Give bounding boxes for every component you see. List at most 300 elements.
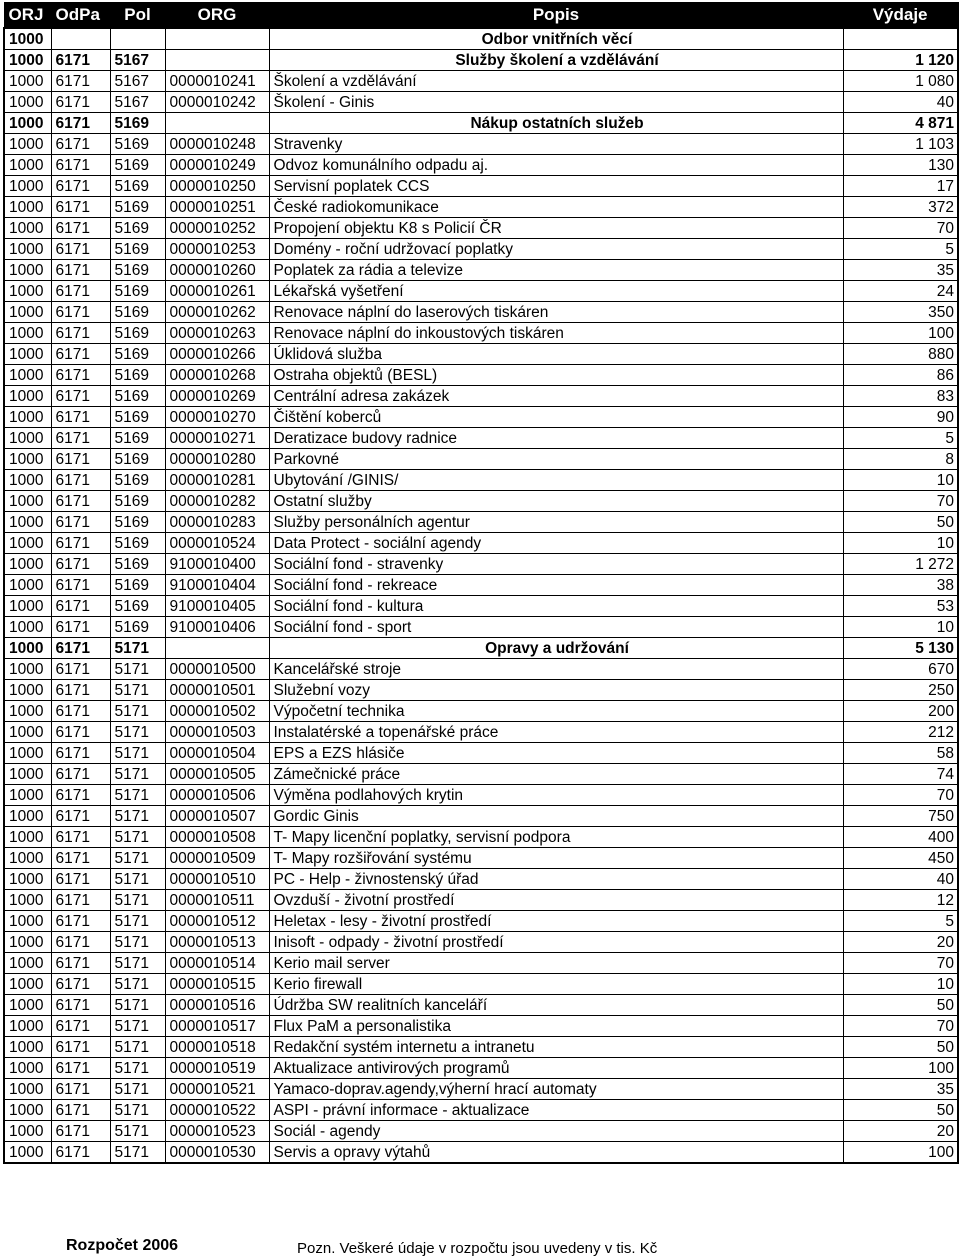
- cell-orj: 1000: [4, 1037, 51, 1058]
- cell-vydaje: 400: [843, 827, 958, 848]
- cell-vydaje: 83: [843, 386, 958, 407]
- cell-orj: 1000: [4, 365, 51, 386]
- table-row: [4, 1100, 958, 1121]
- cell-org: 0000010513: [165, 932, 269, 953]
- cell-vydaje: 35: [843, 1079, 958, 1100]
- table-row: [4, 176, 958, 197]
- table-row: [4, 1037, 958, 1058]
- cell-vydaje: 70: [843, 953, 958, 974]
- cell-vydaje: 1 103: [843, 134, 958, 155]
- cell-popis: Ostatní služby: [269, 491, 843, 512]
- budget-table: [3, 2, 959, 1164]
- cell-odpa: 6171: [51, 50, 110, 71]
- cell-org: 0000010242: [165, 92, 269, 113]
- table-row: [4, 827, 958, 848]
- cell-orj: 1000: [4, 449, 51, 470]
- table-row: [4, 344, 958, 365]
- cell-popis: T- Mapy licenční poplatky, servisní podpora: [269, 827, 843, 848]
- footer-budget-title: Rozpočet 2006: [66, 1237, 179, 1254]
- table-row: [4, 365, 958, 386]
- cell-vydaje: 1 120: [843, 50, 958, 71]
- table-row: [4, 491, 958, 512]
- table-row: [4, 386, 958, 407]
- table-row: [4, 1121, 958, 1142]
- cell-vydaje: 100: [843, 1058, 958, 1079]
- cell-orj: 1000: [4, 50, 51, 71]
- cell-vydaje: 74: [843, 764, 958, 785]
- cell-odpa: 6171: [51, 1079, 110, 1100]
- cell-org: 0000010511: [165, 890, 269, 911]
- cell-odpa: 6171: [51, 659, 110, 680]
- cell-popis: Domény - roční udržovací poplatky: [269, 239, 843, 260]
- cell-orj: 1000: [4, 1058, 51, 1079]
- cell-orj: 1000: [4, 71, 51, 92]
- cell-orj: 1000: [4, 113, 51, 134]
- cell-pol: 5171: [110, 869, 165, 890]
- cell-org: 0000010269: [165, 386, 269, 407]
- cell-pol: 5171: [110, 1058, 165, 1079]
- cell-org: 0000010523: [165, 1121, 269, 1142]
- cell-org: 0000010260: [165, 260, 269, 281]
- cell-odpa: 6171: [51, 491, 110, 512]
- cell-odpa: 6171: [51, 785, 110, 806]
- cell-popis: Výměna podlahových krytin: [269, 785, 843, 806]
- cell-orj: 1000: [4, 869, 51, 890]
- cell-pol: 5171: [110, 827, 165, 848]
- cell-vydaje: 8: [843, 449, 958, 470]
- table-row: [4, 869, 958, 890]
- table-row: [4, 134, 958, 155]
- cell-vydaje: 58: [843, 743, 958, 764]
- cell-odpa: 6171: [51, 932, 110, 953]
- cell-odpa: 6171: [51, 1121, 110, 1142]
- cell-vydaje: [843, 28, 958, 50]
- cell-vydaje: 70: [843, 491, 958, 512]
- cell-pol: 5171: [110, 911, 165, 932]
- table-row: [4, 281, 958, 302]
- cell-vydaje: 12: [843, 890, 958, 911]
- cell-popis: Renovace náplní do laserových tiskáren: [269, 302, 843, 323]
- cell-org: 0000010248: [165, 134, 269, 155]
- cell-vydaje: 5 130: [843, 638, 958, 659]
- cell-org: 0000010507: [165, 806, 269, 827]
- cell-orj: 1000: [4, 617, 51, 638]
- cell-vydaje: 17: [843, 176, 958, 197]
- cell-odpa: 6171: [51, 218, 110, 239]
- cell-org: 0000010503: [165, 722, 269, 743]
- cell-popis: Gordic Ginis: [269, 806, 843, 827]
- table-row: [4, 1058, 958, 1079]
- cell-vydaje: 10: [843, 617, 958, 638]
- cell-vydaje: 20: [843, 1121, 958, 1142]
- cell-vydaje: 880: [843, 344, 958, 365]
- cell-pol: 5171: [110, 701, 165, 722]
- cell-orj: 1000: [4, 932, 51, 953]
- cell-pol: 5169: [110, 533, 165, 554]
- cell-odpa: 6171: [51, 260, 110, 281]
- cell-popis: Sociální fond - sport: [269, 617, 843, 638]
- cell-popis: Propojení objektu K8 s Policií ČR: [269, 218, 843, 239]
- cell-pol: 5169: [110, 449, 165, 470]
- cell-pol: 5169: [110, 617, 165, 638]
- cell-org: 9100010406: [165, 617, 269, 638]
- cell-popis: Údržba SW realitních kanceláří: [269, 995, 843, 1016]
- table-row: [4, 806, 958, 827]
- cell-orj: 1000: [4, 281, 51, 302]
- table-row: [4, 239, 958, 260]
- cell-pol: 5169: [110, 470, 165, 491]
- cell-vydaje: 350: [843, 302, 958, 323]
- cell-pol: 5171: [110, 1121, 165, 1142]
- cell-pol: 5171: [110, 680, 165, 701]
- table-row: [4, 197, 958, 218]
- cell-pol: 5171: [110, 953, 165, 974]
- cell-orj: 1000: [4, 407, 51, 428]
- cell-org: 0000010250: [165, 176, 269, 197]
- cell-vydaje: 5: [843, 428, 958, 449]
- cell-orj: 1000: [4, 1100, 51, 1121]
- cell-orj: 1000: [4, 764, 51, 785]
- cell-pol: 5169: [110, 281, 165, 302]
- cell-odpa: 6171: [51, 323, 110, 344]
- header-vydaje: Výdaje: [843, 3, 958, 29]
- cell-org: 0000010509: [165, 848, 269, 869]
- cell-org: 0000010524: [165, 533, 269, 554]
- cell-org: 0000010253: [165, 239, 269, 260]
- cell-pol: 5171: [110, 806, 165, 827]
- cell-popis: Nákup ostatních služeb: [269, 113, 843, 134]
- cell-pol: 5169: [110, 491, 165, 512]
- cell-pol: 5171: [110, 1037, 165, 1058]
- cell-popis: Deratizace budovy radnice: [269, 428, 843, 449]
- cell-org: 0000010516: [165, 995, 269, 1016]
- cell-pol: 5167: [110, 92, 165, 113]
- cell-org: 0000010506: [165, 785, 269, 806]
- cell-orj: 1000: [4, 239, 51, 260]
- cell-popis: Kerio mail server: [269, 953, 843, 974]
- cell-pol: 5169: [110, 113, 165, 134]
- table-row: [4, 1079, 958, 1100]
- table-row: [4, 701, 958, 722]
- cell-pol: 5169: [110, 554, 165, 575]
- cell-org: 0000010519: [165, 1058, 269, 1079]
- section-row: [4, 28, 958, 50]
- cell-popis: Výpočetní technika: [269, 701, 843, 722]
- cell-pol: 5171: [110, 1142, 165, 1164]
- cell-popis: Sociální fond - kultura: [269, 596, 843, 617]
- cell-vydaje: 130: [843, 155, 958, 176]
- cell-odpa: 6171: [51, 512, 110, 533]
- cell-org: 0000010530: [165, 1142, 269, 1164]
- cell-orj: 1000: [4, 911, 51, 932]
- cell-popis: Heletax - lesy - životní prostředí: [269, 911, 843, 932]
- table-row: [4, 323, 958, 344]
- cell-orj: 1000: [4, 659, 51, 680]
- cell-orj: 1000: [4, 701, 51, 722]
- cell-popis: Ostraha objektů (BESL): [269, 365, 843, 386]
- cell-odpa: 6171: [51, 848, 110, 869]
- cell-orj: 1000: [4, 638, 51, 659]
- cell-org: 9100010404: [165, 575, 269, 596]
- cell-popis: Servis a opravy výtahů: [269, 1142, 843, 1164]
- cell-odpa: 6171: [51, 953, 110, 974]
- cell-popis: Čištění koberců: [269, 407, 843, 428]
- cell-org: 0000010522: [165, 1100, 269, 1121]
- table-row: [4, 1142, 958, 1164]
- cell-pol: 5167: [110, 50, 165, 71]
- cell-orj: 1000: [4, 890, 51, 911]
- cell-orj: 1000: [4, 743, 51, 764]
- cell-orj: 1000: [4, 680, 51, 701]
- cell-org: [165, 113, 269, 134]
- cell-popis: PC - Help - živnostenský úřad: [269, 869, 843, 890]
- cell-popis: Lékařská vyšetření: [269, 281, 843, 302]
- cell-pol: 5171: [110, 890, 165, 911]
- table-row: [4, 428, 958, 449]
- cell-popis: Kancelářské stroje: [269, 659, 843, 680]
- cell-pol: 5169: [110, 197, 165, 218]
- cell-pol: 5169: [110, 176, 165, 197]
- cell-pol: 5171: [110, 722, 165, 743]
- table-row: [4, 71, 958, 92]
- cell-vydaje: 670: [843, 659, 958, 680]
- cell-odpa: 6171: [51, 239, 110, 260]
- cell-odpa: 6171: [51, 911, 110, 932]
- cell-orj: 1000: [4, 953, 51, 974]
- cell-popis: Renovace náplní do inkoustových tiskáren: [269, 323, 843, 344]
- cell-orj: 1000: [4, 197, 51, 218]
- cell-odpa: 6171: [51, 1058, 110, 1079]
- cell-orj: 1000: [4, 512, 51, 533]
- cell-popis: ASPI - právní informace - aktualizace: [269, 1100, 843, 1121]
- cell-orj: 1000: [4, 28, 51, 50]
- cell-pol: 5171: [110, 743, 165, 764]
- cell-popis: České radiokomunikace: [269, 197, 843, 218]
- cell-orj: 1000: [4, 386, 51, 407]
- cell-odpa: 6171: [51, 596, 110, 617]
- table-row: [4, 575, 958, 596]
- cell-pol: 5169: [110, 260, 165, 281]
- cell-vydaje: 212: [843, 722, 958, 743]
- cell-popis: EPS a EZS hlásiče: [269, 743, 843, 764]
- cell-odpa: 6171: [51, 134, 110, 155]
- cell-vydaje: 70: [843, 218, 958, 239]
- table-header: [4, 3, 958, 29]
- cell-orj: 1000: [4, 806, 51, 827]
- cell-orj: 1000: [4, 218, 51, 239]
- cell-org: 0000010501: [165, 680, 269, 701]
- cell-vydaje: 40: [843, 92, 958, 113]
- cell-popis: Opravy a udržování: [269, 638, 843, 659]
- cell-popis: Odbor vnitřních věcí: [269, 28, 843, 50]
- cell-org: 0000010282: [165, 491, 269, 512]
- cell-orj: 1000: [4, 155, 51, 176]
- cell-odpa: 6171: [51, 974, 110, 995]
- table-row: [4, 659, 958, 680]
- table-row: [4, 92, 958, 113]
- cell-org: [165, 638, 269, 659]
- table-row: [4, 554, 958, 575]
- cell-orj: 1000: [4, 722, 51, 743]
- cell-odpa: 6171: [51, 407, 110, 428]
- table-row: [4, 512, 958, 533]
- cell-odpa: 6171: [51, 1037, 110, 1058]
- cell-orj: 1000: [4, 974, 51, 995]
- cell-org: 0000010252: [165, 218, 269, 239]
- cell-odpa: 6171: [51, 701, 110, 722]
- cell-orj: 1000: [4, 848, 51, 869]
- cell-pol: 5169: [110, 239, 165, 260]
- cell-popis: Kerio firewall: [269, 974, 843, 995]
- cell-odpa: 6171: [51, 575, 110, 596]
- cell-org: 0000010505: [165, 764, 269, 785]
- cell-popis: Parkovné: [269, 449, 843, 470]
- header-odpa: OdPa: [51, 3, 110, 29]
- cell-org: 0000010521: [165, 1079, 269, 1100]
- cell-orj: 1000: [4, 995, 51, 1016]
- cell-odpa: 6171: [51, 365, 110, 386]
- cell-vydaje: 100: [843, 1142, 958, 1164]
- footer-note: Pozn. Veškeré údaje v rozpočtu jsou uvedeny v tis. Kč: [297, 1240, 658, 1257]
- cell-popis: Data Protect - sociální agendy: [269, 533, 843, 554]
- cell-odpa: 6171: [51, 764, 110, 785]
- cell-pol: 5169: [110, 344, 165, 365]
- table-row: [4, 974, 958, 995]
- cell-org: 0000010500: [165, 659, 269, 680]
- cell-popis: Ovzduší - životní prostředí: [269, 890, 843, 911]
- cell-org: [165, 50, 269, 71]
- cell-popis: Centrální adresa zakázek: [269, 386, 843, 407]
- cell-odpa: 6171: [51, 176, 110, 197]
- cell-orj: 1000: [4, 1016, 51, 1037]
- cell-orj: 1000: [4, 827, 51, 848]
- cell-odpa: 6171: [51, 617, 110, 638]
- table-row: [4, 764, 958, 785]
- cell-pol: 5171: [110, 638, 165, 659]
- cell-popis: Aktualizace antivirových programů: [269, 1058, 843, 1079]
- cell-popis: Ubytování /GINIS/: [269, 470, 843, 491]
- cell-org: 0000010268: [165, 365, 269, 386]
- cell-pol: 5169: [110, 134, 165, 155]
- cell-odpa: 6171: [51, 1016, 110, 1037]
- cell-org: 0000010510: [165, 869, 269, 890]
- cell-popis: Sociální fond - rekreace: [269, 575, 843, 596]
- cell-orj: 1000: [4, 176, 51, 197]
- cell-org: 0000010271: [165, 428, 269, 449]
- cell-orj: 1000: [4, 554, 51, 575]
- cell-org: 9100010405: [165, 596, 269, 617]
- cell-vydaje: 10: [843, 533, 958, 554]
- cell-odpa: 6171: [51, 428, 110, 449]
- cell-popis: Yamaco-doprav.agendy,výherní hrací automaty: [269, 1079, 843, 1100]
- cell-org: 0000010283: [165, 512, 269, 533]
- cell-odpa: 6171: [51, 806, 110, 827]
- cell-odpa: 6171: [51, 197, 110, 218]
- header-row: [4, 3, 958, 29]
- cell-org: 0000010241: [165, 71, 269, 92]
- cell-orj: 1000: [4, 344, 51, 365]
- section-row: [4, 638, 958, 659]
- cell-orj: 1000: [4, 470, 51, 491]
- cell-pol: 5171: [110, 785, 165, 806]
- cell-pol: 5169: [110, 428, 165, 449]
- cell-pol: 5171: [110, 974, 165, 995]
- cell-vydaje: 35: [843, 260, 958, 281]
- cell-vydaje: 86: [843, 365, 958, 386]
- cell-popis: Služby školení a vzdělávání: [269, 50, 843, 71]
- cell-popis: T- Mapy rozšiřování systému: [269, 848, 843, 869]
- cell-org: 0000010508: [165, 827, 269, 848]
- cell-orj: 1000: [4, 302, 51, 323]
- header-pol: Pol: [110, 3, 165, 29]
- cell-odpa: 6171: [51, 533, 110, 554]
- cell-orj: 1000: [4, 428, 51, 449]
- table-row: [4, 1016, 958, 1037]
- cell-odpa: [51, 28, 110, 50]
- cell-odpa: 6171: [51, 155, 110, 176]
- cell-org: 0000010249: [165, 155, 269, 176]
- cell-orj: 1000: [4, 323, 51, 344]
- cell-odpa: 6171: [51, 92, 110, 113]
- cell-popis: Školení a vzdělávání: [269, 71, 843, 92]
- cell-org: 0000010512: [165, 911, 269, 932]
- table-row: [4, 848, 958, 869]
- cell-pol: 5169: [110, 365, 165, 386]
- cell-vydaje: 50: [843, 512, 958, 533]
- cell-vydaje: 50: [843, 1100, 958, 1121]
- cell-org: 0000010266: [165, 344, 269, 365]
- cell-odpa: 6171: [51, 281, 110, 302]
- cell-odpa: 6171: [51, 470, 110, 491]
- cell-vydaje: 10: [843, 974, 958, 995]
- cell-vydaje: 372: [843, 197, 958, 218]
- cell-vydaje: 1 272: [843, 554, 958, 575]
- table-row: [4, 155, 958, 176]
- table-row: [4, 785, 958, 806]
- cell-odpa: 6171: [51, 302, 110, 323]
- cell-org: [165, 28, 269, 50]
- cell-odpa: 6171: [51, 638, 110, 659]
- cell-pol: 5169: [110, 218, 165, 239]
- cell-pol: 5171: [110, 659, 165, 680]
- cell-pol: 5169: [110, 323, 165, 344]
- table-row: [4, 596, 958, 617]
- cell-org: 9100010400: [165, 554, 269, 575]
- cell-vydaje: 100: [843, 323, 958, 344]
- cell-popis: Zámečnické práce: [269, 764, 843, 785]
- cell-orj: 1000: [4, 575, 51, 596]
- table-row: [4, 722, 958, 743]
- cell-odpa: 6171: [51, 1142, 110, 1164]
- cell-odpa: 6171: [51, 71, 110, 92]
- cell-odpa: 6171: [51, 890, 110, 911]
- table-row: [4, 260, 958, 281]
- cell-odpa: 6171: [51, 344, 110, 365]
- cell-org: 0000010261: [165, 281, 269, 302]
- table-row: [4, 995, 958, 1016]
- cell-vydaje: 70: [843, 785, 958, 806]
- cell-pol: 5169: [110, 155, 165, 176]
- table-row: [4, 617, 958, 638]
- cell-popis: Sociál - agendy: [269, 1121, 843, 1142]
- cell-vydaje: 90: [843, 407, 958, 428]
- table-row: [4, 932, 958, 953]
- cell-org: 0000010502: [165, 701, 269, 722]
- cell-org: 0000010251: [165, 197, 269, 218]
- table-row: [4, 680, 958, 701]
- cell-org: 0000010263: [165, 323, 269, 344]
- cell-vydaje: 53: [843, 596, 958, 617]
